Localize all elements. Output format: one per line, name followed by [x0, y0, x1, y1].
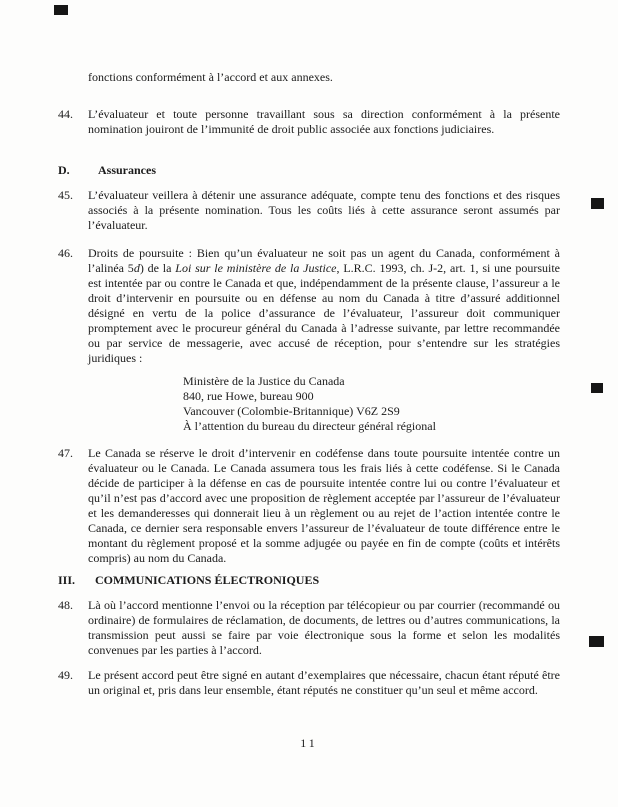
paragraph-45-text: L’évaluateur veillera à détenir une assurance adéquate, compte tenu des fonctions et des risques associés à la présente nomination. Tous les coûts liés à cette assurance seront assumés par l’évaluateur.: [88, 188, 560, 232]
paragraph-44: [58, 107, 560, 137]
paragraph-46-law-title: Loi sur le ministère de la Justice: [175, 261, 337, 275]
scan-artifact-top-left: [54, 5, 68, 15]
paragraph-46: [58, 246, 560, 366]
paragraph-48: [58, 598, 560, 658]
paragraph-continuation: fonctions conformément à l’accord et aux annexes.: [88, 70, 333, 84]
paragraph-48-number: 48.: [58, 598, 73, 612]
address-block: [183, 374, 560, 434]
scan-artifact-right-lower: [589, 636, 604, 647]
page-number: 11: [300, 736, 318, 750]
paragraph-45-number: 45.: [58, 188, 73, 202]
section-iii-label: III.: [58, 573, 76, 587]
paragraph-46-number: 46.: [58, 246, 73, 260]
paragraph-48-text: Là où l’accord mentionne l’envoi ou la réception par télécopieur ou par courrier (recommandé ou ordinaire) de formulaires de réclamation, de documents, de lettres ou d’autres communications, la transmission peut aussi se faire par voie électronique sous la forme et selon les modalités convenues par les parties à l’accord.: [88, 598, 560, 657]
paragraph-44-number: 44.: [58, 107, 73, 121]
paragraph-45: [58, 188, 560, 233]
paragraph-49-text: Le présent accord peut être signé en autant d’exemplaires que nécessaire, chacun étant réputé être un original et, pris dans leur ensemble, étant réputés ne constituer qu’un seul et même accord.: [88, 668, 560, 697]
address-line-street: 840, rue Howe, bureau 900: [183, 389, 314, 403]
section-iii-title: COMMUNICATIONS ÉLECTRONIQUES: [95, 573, 320, 587]
address-line-ministry: Ministère de la Justice du Canada: [183, 374, 345, 388]
address-line-city: Vancouver (Colombie-Britannique) V6Z 2S9: [183, 404, 400, 418]
scan-artifact-right-middle: [591, 383, 603, 393]
paragraph-44-text: L’évaluateur et toute personne travaillant sous sa direction conformément à la présente nomination jouiront de l’immunité de droit public associée aux fonctions judiciaires.: [88, 107, 560, 136]
paragraph-47-number: 47.: [58, 446, 73, 460]
section-d-label: D.: [58, 163, 70, 177]
scan-artifact-right-upper: [591, 198, 604, 209]
paragraph-47: [58, 446, 560, 566]
paragraph-46-seg-after: , L.R.C. 1993, ch. J-2, art. 1, si une poursuite est intentée par ou contre le Canada et que, indépendamment de la présente clause, l’assureur a le droit d’intervenir en poursuite ou en défense au nom du Canada à titre d’assuré additionnel désigné en vertu de la police d’assurance de l’évaluateur, l’assureur doit communiquer promptement avec le procureur général du Canada à l’adresse suivante, par lettre recommandée ou par service de messagerie, avec accusé de réception, pour s’entendre sur les stratégies juridiques :: [88, 261, 560, 365]
section-heading-d: [58, 163, 560, 178]
paragraph-49-number: 49.: [58, 668, 73, 682]
paragraph-47-text: Le Canada se réserve le droit d’intervenir en codéfense dans toute poursuite intentée contre un évaluateur ou le Canada. Le Canada assumera tous les frais liés à cette codéfense. Si le Canada décide de participer à la défense en cas de poursuite intentée contre lui ou contre l’évaluateur et qu’il n’est pas d’accord avec une proposition de règlement acceptée par l’assureur de l’évaluateur et les demanderesses qui donnerait lieu à un règlement ou au rejet de l’action intentée contre le Canada, ce dernier sera responsable envers l’assureur de l’évaluateur de toute différence entre le montant du règlement proposé et la somme adjugée ou payée en fin de compte (coûts et intérêts compris) au nom du Canada.: [88, 446, 560, 565]
paragraph-46-italic-d: d: [133, 261, 140, 275]
address-line-attention: À l’attention du bureau du directeur général régional: [183, 419, 436, 433]
paragraph-46-seg-mid: ) de la: [139, 261, 176, 275]
section-d-title: Assurances: [98, 163, 157, 177]
paragraph-46-seg-before: Droits de poursuite : Bien qu’un évaluateur ne soit pas un agent du Canada, conformément à l’alinéa 5: [88, 246, 560, 275]
paragraph-49: [58, 668, 560, 698]
paragraph-46-text: [88, 246, 560, 366]
section-heading-iii: [58, 573, 560, 588]
